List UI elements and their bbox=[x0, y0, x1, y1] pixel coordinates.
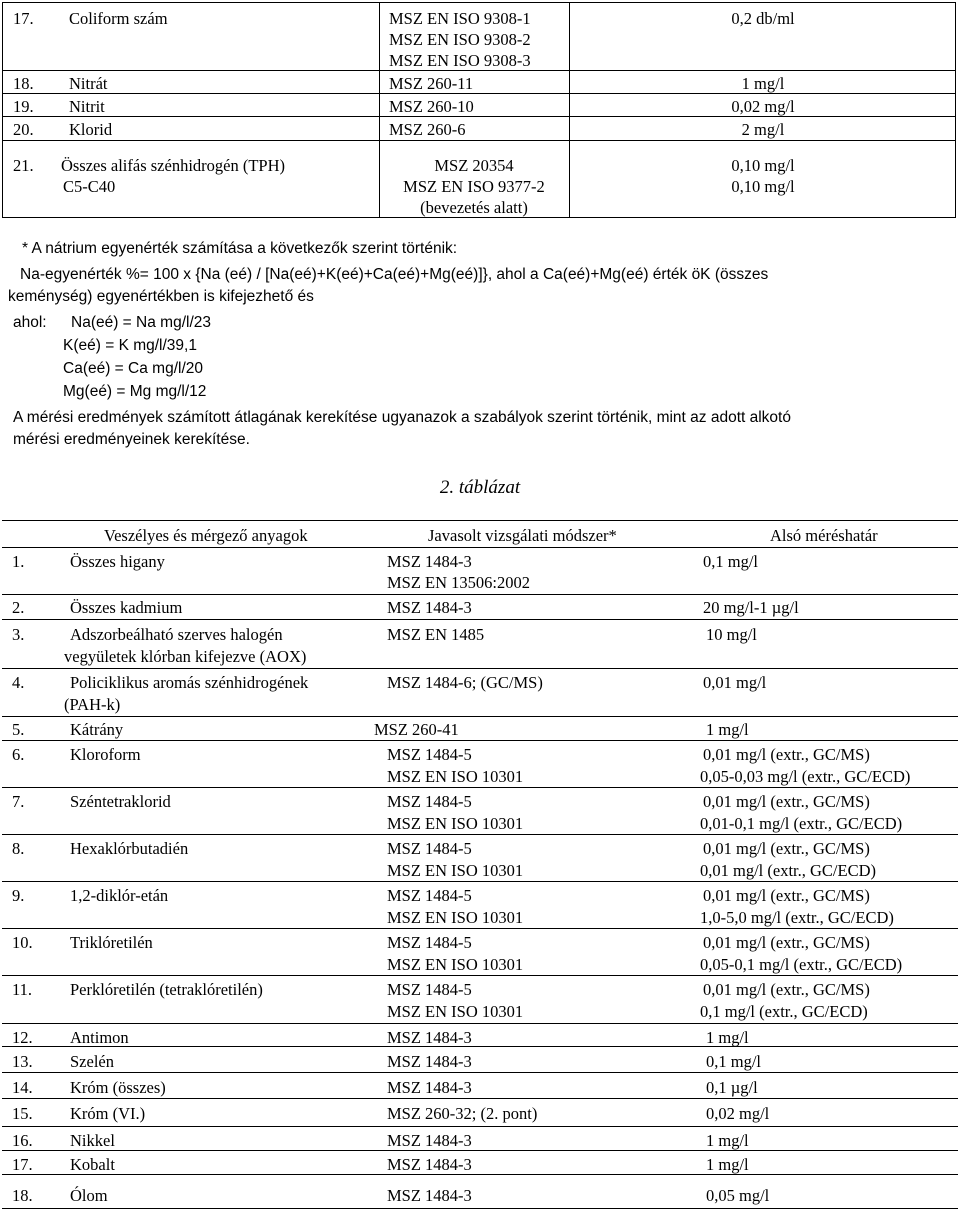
row-number: 19. bbox=[13, 97, 34, 116]
substance-name: Króm (VI.) bbox=[70, 1104, 146, 1123]
limit-value: 1 mg/l bbox=[706, 1131, 749, 1150]
substance-name: Ólom bbox=[70, 1186, 108, 1205]
rounding-note-continued: mérési eredményeinek kerekítése. bbox=[13, 431, 250, 448]
table-border bbox=[2, 1126, 958, 1127]
table-border bbox=[2, 1208, 958, 1209]
table-row bbox=[3, 93, 955, 117]
row-number: 11. bbox=[12, 980, 33, 999]
row-number: 18. bbox=[12, 1186, 33, 1205]
table-border bbox=[2, 834, 958, 835]
method: MSZ EN ISO 10301 bbox=[387, 861, 524, 880]
substance-name: Kátrány bbox=[70, 720, 124, 739]
row-number: 17. bbox=[12, 1155, 33, 1174]
table-border bbox=[2, 1046, 958, 1047]
method: MSZ 1484-3 bbox=[387, 1052, 472, 1071]
sodium-formula: Na-egyenérték %= 100 x {Na (eé) / [Na(eé)+K(eé)+Ca(eé)+Mg(eé)]}, ahol a Ca(eé)+Mg(eé) érték öK (összes bbox=[20, 266, 769, 283]
method: MSZ 1484-5 bbox=[387, 933, 472, 952]
sodium-formula-continued: keménység) egyenértékben is kifejezhető és bbox=[8, 288, 314, 305]
method: MSZ 1484-5 bbox=[387, 980, 472, 999]
table-row bbox=[3, 3, 955, 70]
method: MSZ EN ISO 9308-1 bbox=[389, 9, 531, 28]
limit-value: 0,02 mg/l bbox=[706, 1104, 770, 1123]
method: MSZ 1484-6; (GC/MS) bbox=[387, 673, 543, 692]
method: MSZ 260-6 bbox=[389, 120, 466, 139]
row-number: 12. bbox=[12, 1028, 33, 1047]
limit-value: 0,05-0,1 mg/l (extr., GC/ECD) bbox=[700, 955, 903, 974]
substance-name: Antimon bbox=[70, 1028, 129, 1047]
method: MSZ EN 13506:2002 bbox=[387, 573, 531, 592]
substance-name: Összes kadmium bbox=[70, 598, 183, 617]
substance-name: Adszorbeálható szerves halogén bbox=[70, 625, 283, 644]
substance-name: Policiklikus aromás szénhidrogének bbox=[70, 673, 309, 692]
method: MSZ EN ISO 9308-3 bbox=[389, 51, 531, 70]
column-header-limit: Alsó méréshatár bbox=[770, 526, 878, 545]
limit-value: 0,01 mg/l bbox=[703, 673, 767, 692]
method: MSZ 1484-5 bbox=[387, 886, 472, 905]
parameter-name: C5-C40 bbox=[63, 177, 116, 196]
row-number: 18. bbox=[13, 74, 34, 93]
row-number: 2. bbox=[12, 598, 25, 617]
table-row bbox=[3, 140, 955, 218]
limit-value: 0,01 mg/l (extr., GC/MS) bbox=[703, 886, 870, 905]
limit-value: 0,01 mg/l (extr., GC/MS) bbox=[703, 933, 870, 952]
row-number: 1. bbox=[12, 552, 25, 571]
table-row bbox=[3, 116, 955, 141]
limit-value: 0,01 mg/l (extr., GC/MS) bbox=[703, 980, 870, 999]
row-number: 3. bbox=[12, 625, 25, 644]
table-row bbox=[3, 70, 955, 94]
method: MSZ 1484-3 bbox=[387, 1131, 472, 1150]
column-header-substance: Veszélyes és mérgező anyagok bbox=[104, 526, 308, 545]
limit-value: 0,01 mg/l (extr., GC/MS) bbox=[703, 839, 870, 858]
limit-value: 0,05-0,03 mg/l (extr., GC/ECD) bbox=[700, 767, 911, 786]
method: MSZ 1484-3 bbox=[387, 598, 472, 617]
method: MSZ 1484-5 bbox=[387, 792, 472, 811]
row-number: 16. bbox=[12, 1131, 33, 1150]
row-number: 6. bbox=[12, 745, 25, 764]
substance-name: Kobalt bbox=[70, 1155, 115, 1174]
limit-value: 1 mg/l bbox=[706, 1028, 749, 1047]
table-border bbox=[2, 975, 958, 976]
parameter-name: Összes alifás szénhidrogén (TPH) bbox=[60, 156, 286, 175]
table-border bbox=[2, 1174, 958, 1175]
row-number: 4. bbox=[12, 673, 25, 692]
substance-name: Széntetraklorid bbox=[70, 792, 171, 811]
row-number: 20. bbox=[13, 120, 34, 139]
method: MSZ 1484-3 bbox=[387, 552, 472, 571]
method: MSZ 260-11 bbox=[389, 74, 474, 93]
table-border bbox=[2, 740, 958, 741]
parameter-name: Klorid bbox=[69, 120, 113, 139]
substance-name: Összes higany bbox=[70, 552, 165, 571]
limit-value: 0,02 mg/l bbox=[731, 97, 795, 116]
limit-value: 0,01 mg/l (extr., GC/MS) bbox=[703, 745, 870, 764]
method: MSZ 260-10 bbox=[389, 97, 474, 116]
column-header-method: Javasolt vizsgálati módszer* bbox=[428, 526, 617, 545]
rounding-note: A mérési eredmények számított átlagának kerekítése ugyanazok a szabályok szerint történik, mint az adott alkotó bbox=[13, 409, 791, 426]
parameter-name: Nitrit bbox=[69, 97, 105, 116]
method: MSZ 1484-3 bbox=[387, 1078, 472, 1097]
method: MSZ EN ISO 10301 bbox=[387, 908, 524, 927]
limit-value: 0,01 mg/l (extr., GC/MS) bbox=[703, 792, 870, 811]
substance-name: Triklóretilén bbox=[70, 933, 153, 952]
row-number: 15. bbox=[12, 1104, 33, 1123]
formula-k: K(eé) = K mg/l/39,1 bbox=[63, 337, 197, 354]
row-number: 17. bbox=[13, 9, 34, 28]
method: MSZ EN ISO 9377-2 bbox=[403, 177, 545, 196]
where-label: ahol: bbox=[13, 314, 47, 331]
limit-value: 0,1 µg/l bbox=[706, 1078, 758, 1097]
method: MSZ 260-32; (2. pont) bbox=[387, 1104, 538, 1123]
limit-value: 0,1 mg/l (extr., GC/ECD) bbox=[700, 1002, 868, 1021]
substance-name: Nikkel bbox=[70, 1131, 115, 1150]
table-border bbox=[2, 787, 958, 788]
method: MSZ EN 1485 bbox=[387, 625, 485, 644]
table-border bbox=[2, 1150, 958, 1151]
row-number: 8. bbox=[12, 839, 25, 858]
limit-value: 1 mg/l bbox=[706, 1155, 749, 1174]
limit-value: 1,0-5,0 mg/l (extr., GC/ECD) bbox=[700, 908, 894, 927]
method: (bevezetés alatt) bbox=[420, 198, 528, 217]
table-border bbox=[2, 1098, 958, 1099]
method: MSZ EN ISO 10301 bbox=[387, 814, 524, 833]
method: MSZ EN ISO 9308-2 bbox=[389, 30, 531, 49]
limit-value: 20 mg/l-1 µg/l bbox=[703, 598, 799, 617]
table-border bbox=[2, 881, 958, 882]
parameter-name: Coliform szám bbox=[69, 9, 168, 28]
method: MSZ 1484-3 bbox=[387, 1028, 472, 1047]
substance-name: Hexaklórbutadién bbox=[70, 839, 189, 858]
table-border bbox=[2, 1023, 958, 1024]
table-water-quality bbox=[2, 2, 956, 218]
substance-name: vegyületek klórban kifejezve (AOX) bbox=[64, 647, 307, 666]
method: MSZ 1484-5 bbox=[387, 839, 472, 858]
table-border bbox=[2, 668, 958, 669]
limit-value: 0,01 mg/l (extr., GC/ECD) bbox=[700, 861, 876, 880]
method: MSZ 1484-5 bbox=[387, 745, 472, 764]
limit-value: 0,10 mg/l bbox=[731, 156, 795, 175]
substance-name: Perklóretilén (tetraklóretilén) bbox=[70, 980, 263, 999]
method: MSZ 1484-3 bbox=[387, 1155, 472, 1174]
formula-ca: Ca(eé) = Ca mg/l/20 bbox=[63, 360, 203, 377]
table-border bbox=[2, 520, 958, 521]
sodium-note-title: * A nátrium egyenérték számítása a következők szerint történik: bbox=[22, 240, 458, 257]
limit-value: 1 mg/l bbox=[741, 74, 785, 93]
method: MSZ 20354 bbox=[434, 156, 514, 175]
parameter-name: Nitrát bbox=[69, 74, 108, 93]
substance-name: Króm (összes) bbox=[70, 1078, 166, 1097]
table-border bbox=[2, 619, 958, 620]
row-number: 21. bbox=[13, 156, 34, 175]
table-border bbox=[2, 594, 958, 595]
substance-name: 1,2-diklór-etán bbox=[70, 886, 169, 905]
limit-value: 0,2 db/ml bbox=[731, 9, 795, 28]
limit-value: 0,1 mg/l bbox=[706, 1052, 762, 1071]
method: MSZ EN ISO 10301 bbox=[387, 1002, 524, 1021]
formula-na: Na(eé) = Na mg/l/23 bbox=[71, 314, 211, 331]
table-border bbox=[2, 928, 958, 929]
row-number: 14. bbox=[12, 1078, 33, 1097]
method: MSZ 260-41 bbox=[374, 720, 459, 739]
row-number: 9. bbox=[12, 886, 25, 905]
formula-mg: Mg(eé) = Mg mg/l/12 bbox=[63, 383, 207, 400]
table-border bbox=[2, 547, 958, 548]
method: MSZ EN ISO 10301 bbox=[387, 767, 524, 786]
limit-value: 0,10 mg/l bbox=[731, 177, 795, 196]
row-number: 13. bbox=[12, 1052, 33, 1071]
table-border bbox=[2, 716, 958, 717]
row-number: 10. bbox=[12, 933, 33, 952]
limit-value: 10 mg/l bbox=[706, 625, 757, 644]
limit-value: 0,01-0,1 mg/l (extr., GC/ECD) bbox=[700, 814, 903, 833]
method: MSZ EN ISO 10301 bbox=[387, 955, 524, 974]
limit-value: 0,05 mg/l bbox=[706, 1186, 770, 1205]
substance-name: Kloroform bbox=[70, 745, 141, 764]
row-number: 5. bbox=[12, 720, 25, 739]
method: MSZ 1484-3 bbox=[387, 1186, 472, 1205]
row-number: 7. bbox=[12, 792, 25, 811]
substance-name: Szelén bbox=[70, 1052, 114, 1071]
limit-value: 1 mg/l bbox=[706, 720, 749, 739]
substance-name: (PAH-k) bbox=[64, 695, 121, 714]
limit-value: 0,1 mg/l bbox=[703, 552, 759, 571]
table-caption: 2. táblázat bbox=[439, 477, 521, 498]
limit-value: 2 mg/l bbox=[741, 120, 785, 139]
table-border bbox=[2, 1072, 958, 1073]
